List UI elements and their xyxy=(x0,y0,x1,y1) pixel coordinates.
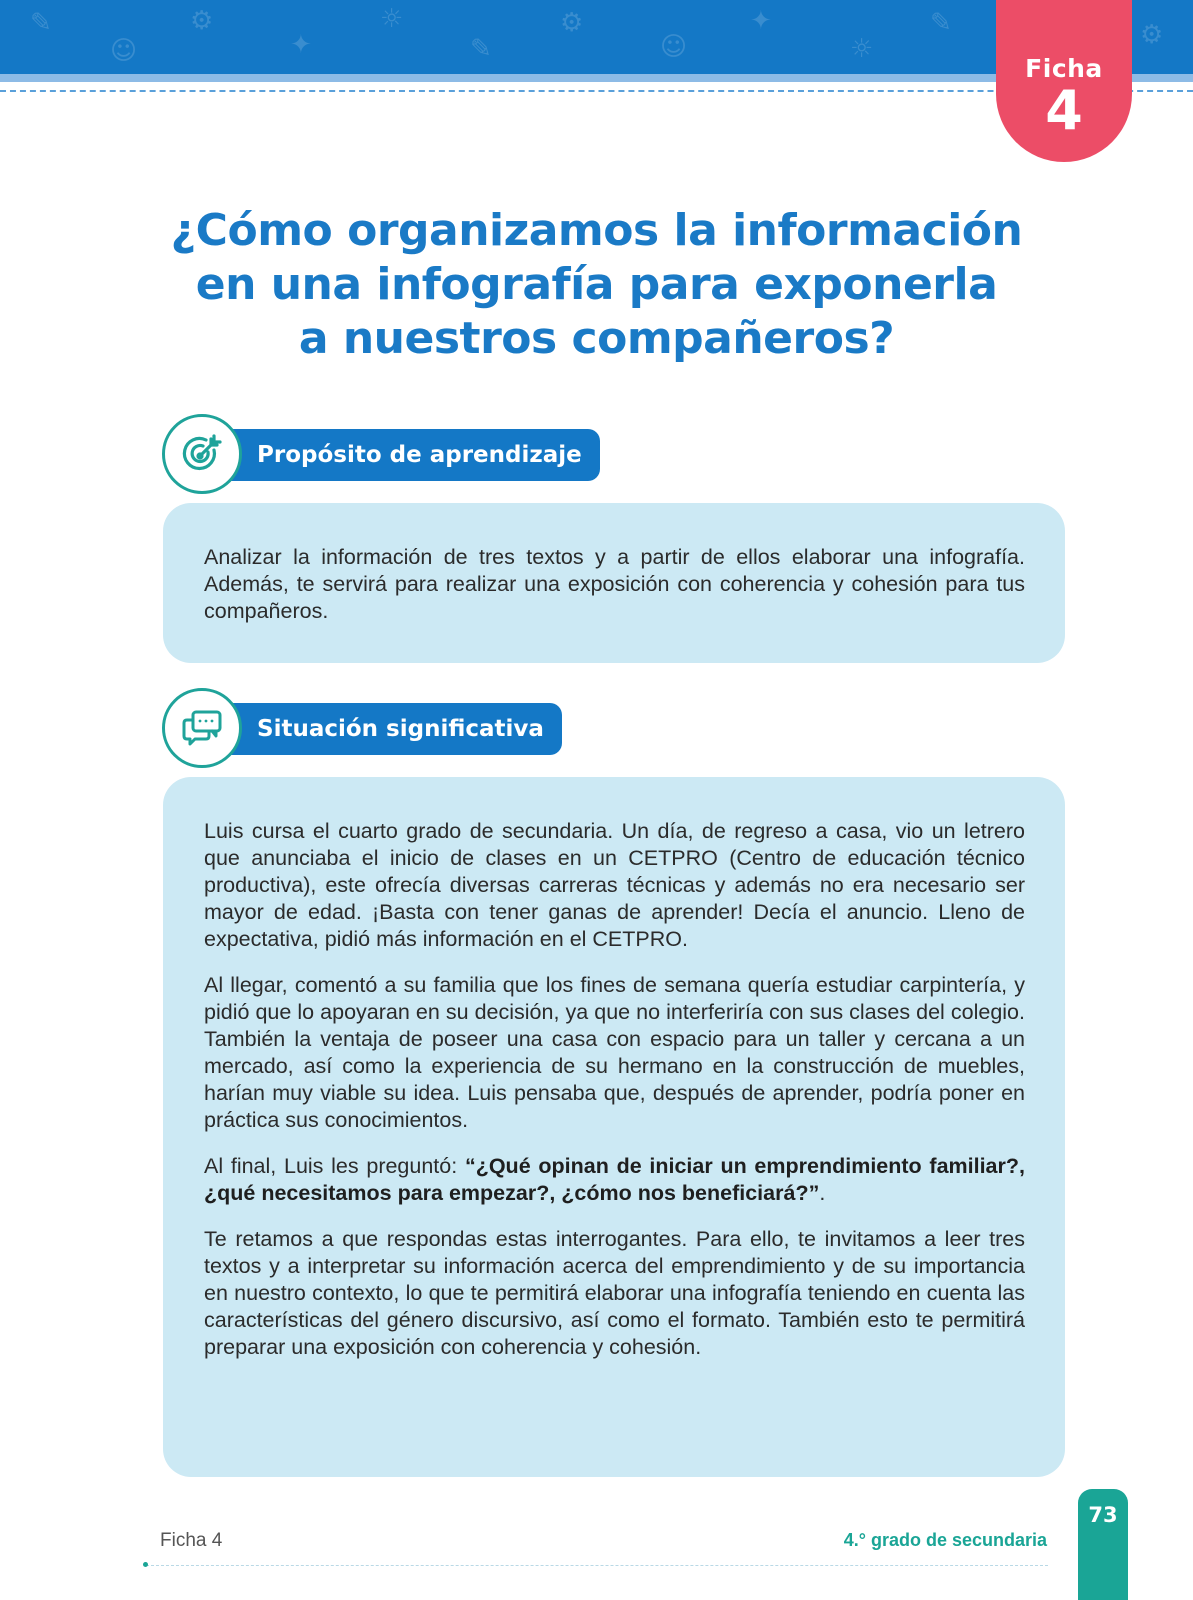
situacion-question: “¿Qué opinan de iniciar un emprendimiento familiar?, ¿qué necesitamos para empezar?, ¿cómo nos beneficiará?” xyxy=(204,1154,1025,1205)
footer-dot xyxy=(143,1562,148,1567)
situacion-question-end: . xyxy=(819,1181,826,1205)
section-title: Situación significativa xyxy=(217,703,562,755)
section-title: Propósito de aprendizaje xyxy=(217,429,600,481)
doodle-icon: ⚙ xyxy=(1140,20,1164,50)
doodle-icon: ☼ xyxy=(380,4,404,34)
ficha-tab xyxy=(996,0,1132,162)
page-title xyxy=(150,204,1043,366)
doodle-icon: ☺ xyxy=(110,36,138,66)
chat-icon xyxy=(162,688,242,768)
page-number: 73 xyxy=(1078,1489,1128,1600)
situacion-paragraph xyxy=(204,1153,1025,1207)
doodle-icon: ✎ xyxy=(470,34,492,64)
doodle-icon: ☺ xyxy=(660,32,688,62)
title-line: en una infografía para exponerla xyxy=(195,259,998,310)
situacion-paragraph: Te retamos a que respondas estas interrogantes. Para ello, te invitamos a leer tres textos y a interpretar su información acerca del emprendimiento y de su importancia en nuestro contexto, lo que te permitirá elaborar una infografía teniendo en cuenta las características del género discursivo, así como el formato. También esto te permitirá preparar una exposición con coherencia y cohesión. xyxy=(204,1227,1025,1359)
situacion-paragraph: Al llegar, comentó a su familia que los fines de semana quería estudiar carpintería, y pidió que lo apoyaran en su decisión, ya que no interferiría con sus clases del colegio. También la ventaja de poseer una casa con espacio para un taller y cercana a un mercado, así como la experiencia de su hermano en la construcción de muebles, harían muy viable su idea. Luis pensaba que, después de aprender, podría poner en práctica sus conocimientos. xyxy=(204,973,1025,1132)
doodle-icon: ✎ xyxy=(930,8,952,38)
footer-grade: 4.° grado de secundaria xyxy=(843,1530,1047,1550)
situacion-question-intro: Al final, Luis les preguntó: xyxy=(204,1154,465,1178)
doodle-icon: ☼ xyxy=(850,34,874,64)
doodle-icon: ⚙ xyxy=(190,6,214,36)
proposito-text: Analizar la información de tres textos y a partir de ellos elaborar una infografía. Además, te servirá para realizar una exposición con coherencia y cohesión para tus compañeros. xyxy=(204,545,1025,623)
situacion-box xyxy=(163,777,1065,1477)
title-line: a nuestros compañeros? xyxy=(298,313,895,364)
situacion-paragraph: Luis cursa el cuarto grado de secundaria. Un día, de regreso a casa, vio un letrero que anunciaba el inicio de clases en un CETPRO (Centro de educación técnico productiva), este ofrecía diversas carreras técnicas y además no era necesario ser mayor de edad. ¡Basta con tener ganas de aprender! Decía el anuncio. Lleno de expectativa, pidió más información en el CETPRO. xyxy=(204,819,1025,951)
target-icon xyxy=(162,414,242,494)
ficha-number: 4 xyxy=(1045,79,1083,142)
footer-ficha: Ficha 4 xyxy=(160,1530,223,1551)
doodle-icon: ✦ xyxy=(750,6,772,36)
doodle-icon: ✦ xyxy=(290,30,312,60)
footer-divider xyxy=(146,1565,1048,1566)
doodle-icon: ⚙ xyxy=(560,8,584,38)
doodle-icon: ✎ xyxy=(30,8,52,38)
proposito-box xyxy=(163,503,1065,663)
title-line: ¿Cómo organizamos la información xyxy=(170,205,1023,256)
ficha-label: Ficha xyxy=(1025,54,1103,83)
